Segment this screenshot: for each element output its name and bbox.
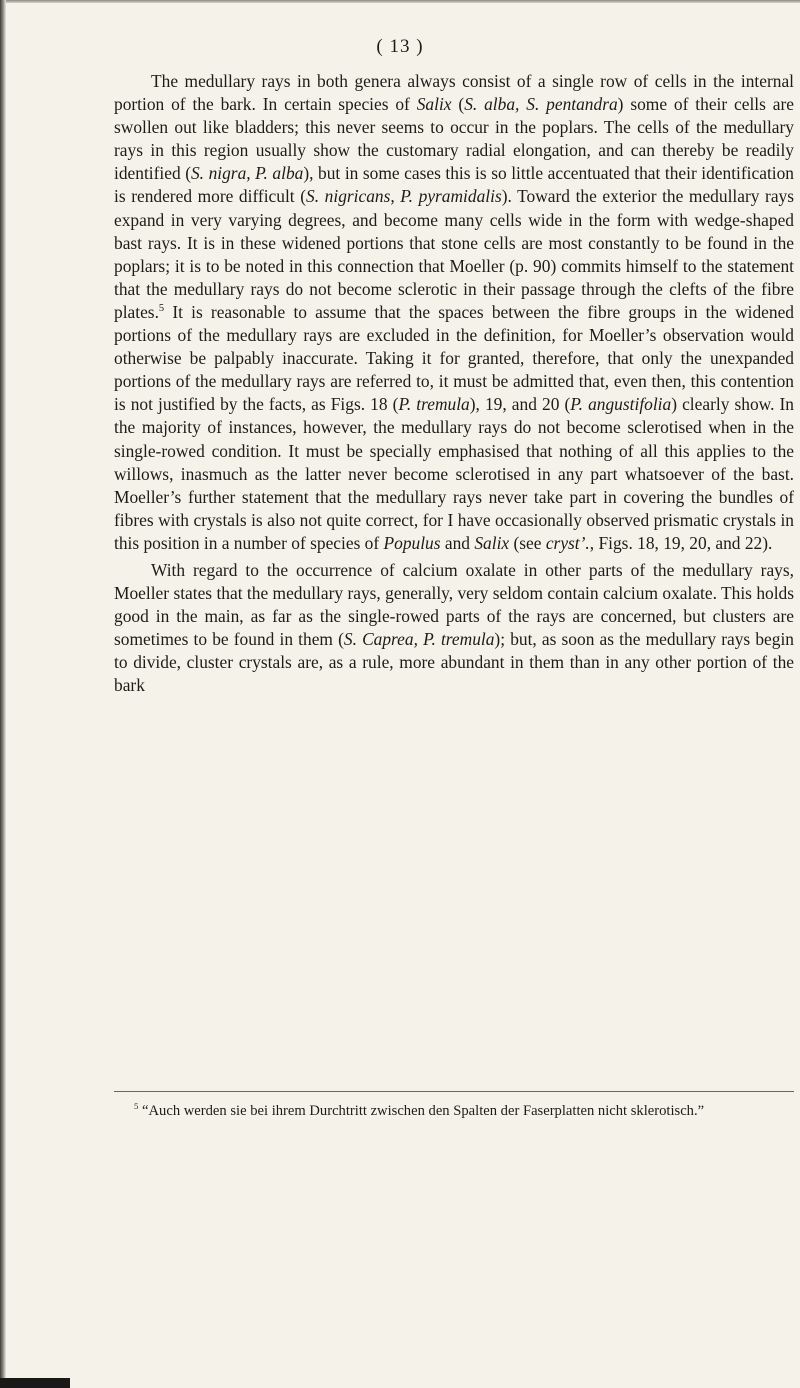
scan-shadow bbox=[0, 1378, 70, 1388]
paragraph-medullary-rays: The medullary rays in both genera always consist of a single row of cells in the internal portion of the bark. In certain species of Salix (S. alba, S. pentandra) some of their cells are swollen out like bladders; this never seems to occur in the poplars. The cells of the medullary rays in this region usually show the customary radial elongation, and can thereby be readily identified (S. nigra, P. alba), but in some cases this is so little accentuated that their identification is rendered more difficult (S. nigricans, P. pyramidalis). Toward the exterior the medullary rays expand in very varying degrees, and become many cells wide in the form with wedge-shaped bast rays. It is in these widened portions that stone cells are most constantly to be found in the poplars; it is to be noted in this connection that Moeller (p. 90) commits himself to the statement that the medullary rays do not become sclerotic in their passage through the clefts of the fibre plates.$^5$ It is reasonable to assume that the spaces between the fibre groups in the widened portions of the medullary rays are excluded in the definition, for Moeller’s observation would otherwise be palpably inaccurate. Taking it for granted, therefore, that only the unexpanded portions of the medullary rays are referred to, it must be admitted that, even then, this contention is not justified by the facts, as Figs. 18 (P. tremula), 19, and 20 (P. angustifolia) clearly show. In the majority of instances, however, the medullary rays do not become sclerotised when in the single-rowed condition. It must be specially emphasised that nothing of all this applies to the willows, inasmuch as the latter never become sclerotised in any part whatsoever of the bast. Moeller’s further statement that the medullary rays never take part in covering the bundles of fibres with crystals is also not quite correct, for I have occasionally observed prismatic crystals in this position in a number of species of Populus and Salix (see cryst’., Figs. 18, 19, 20, and 22). bbox=[114, 71, 795, 553]
footnote-marker: 5 bbox=[134, 1101, 139, 1112]
footnote-reference: 5 bbox=[158, 303, 165, 315]
footnote-text: “Auch werden sie bei ihrem Durchtritt zwischen den Spalten der Faserplatten nicht sklerotisch.” bbox=[138, 1103, 705, 1119]
footnote-divider bbox=[114, 1091, 794, 1092]
page-binding-edge bbox=[0, 0, 6, 1388]
paragraph-calcium-oxalate: With regard to the occurrence of calcium oxalate in other parts of the medullary rays, Moeller states that the medullary rays, generally, very seldom contain calcium oxalate. This holds good in the main, as far as the single-rowed parts of the rays are concerned, but clusters are sometimes to be found in them (S. Caprea, P. tremula); but, as soon as the medullary rays begin to divide, cluster crystals are, as a rule, more abundant in them than in any other portion of the bark bbox=[114, 559, 794, 696]
footnote bbox=[114, 1102, 794, 1121]
body-text bbox=[114, 70, 794, 698]
page-number: ( 13 ) bbox=[376, 36, 424, 57]
page-top-edge bbox=[0, 0, 800, 3]
